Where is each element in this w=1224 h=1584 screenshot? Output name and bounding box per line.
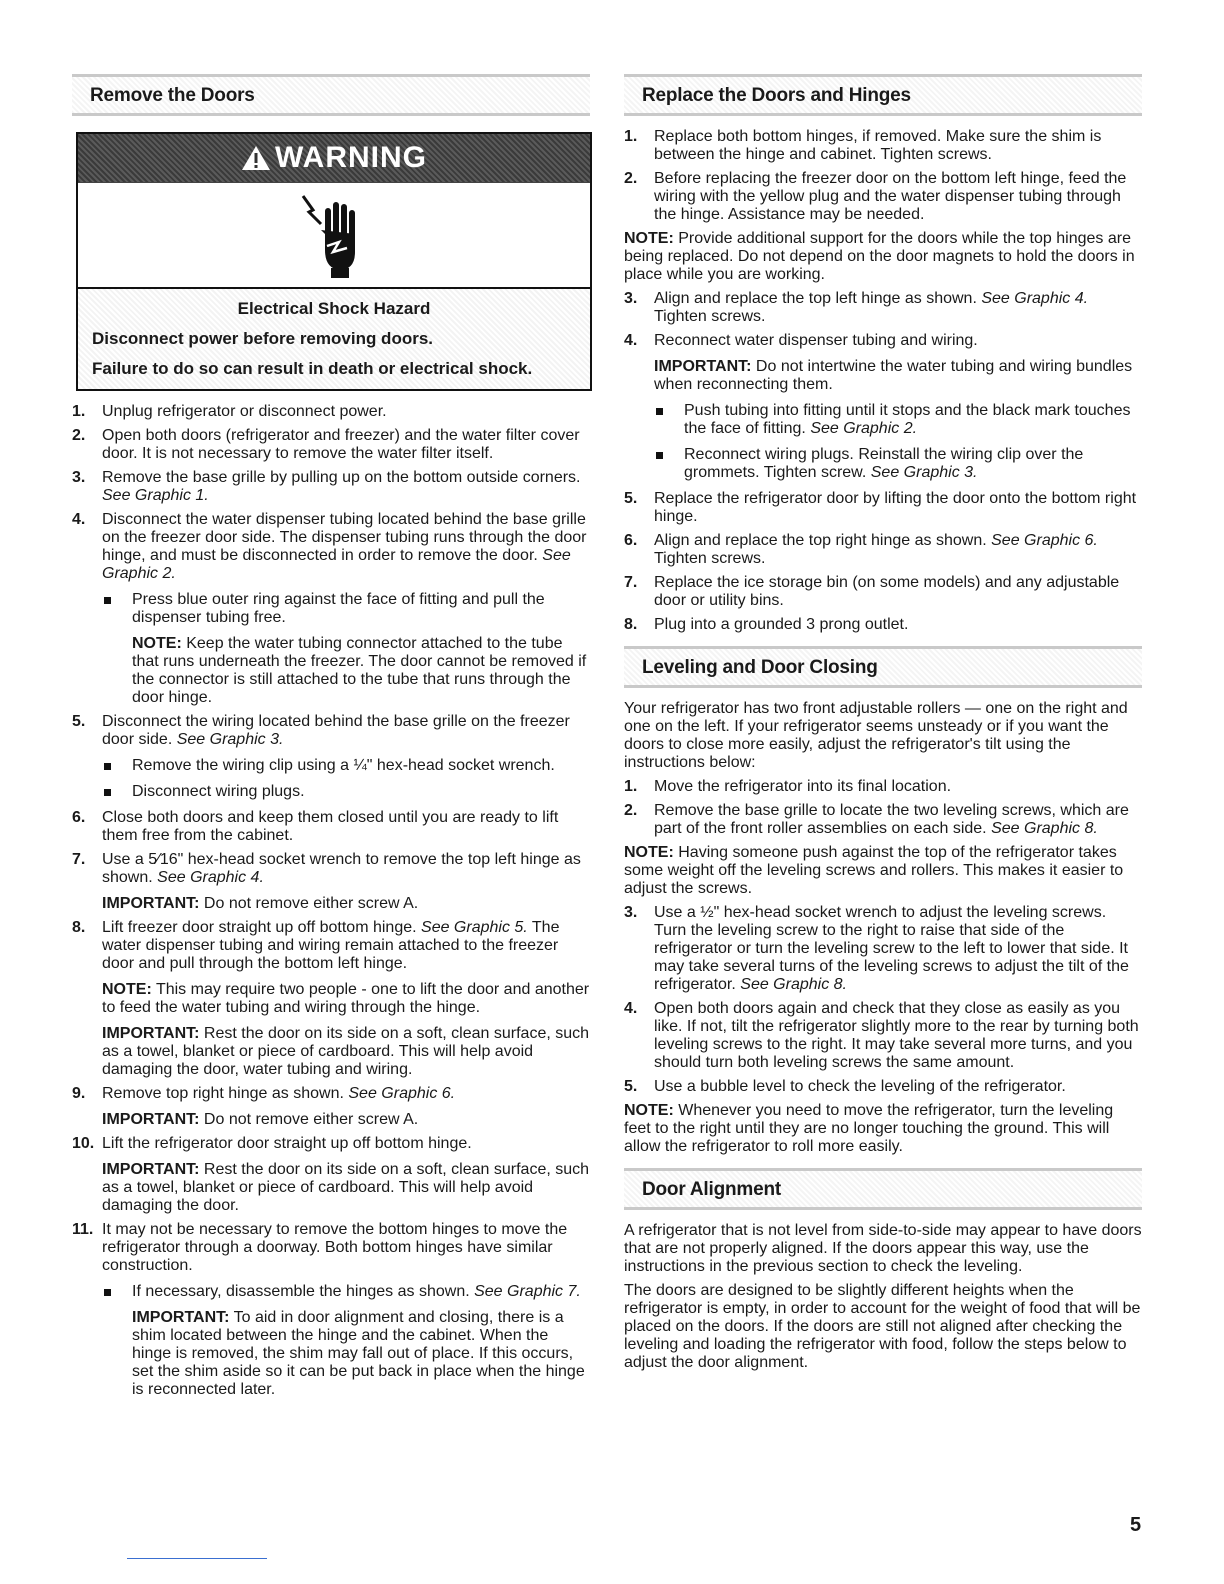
list-item: 1. Move the refrigerator into its final location. <box>624 778 952 795</box>
important-note: IMPORTANT: Rest the door on its side on a soft, clean surface, such as a towel, blanket or piece of cardboard. This will help avoid damaging the door, water tubing and wiring. <box>102 1025 590 1078</box>
section-heading-door-alignment <box>624 1168 1142 1210</box>
shock-hazard-pictogram <box>78 183 590 289</box>
important-note: IMPORTANT: Do not remove either screw A. <box>102 1111 419 1128</box>
warning-line-1: Disconnect power before removing doors. <box>92 329 434 348</box>
list-item: 5. Use a bubble level to check the leveling of the refrigerator. <box>624 1078 1066 1095</box>
important-note: IMPORTANT: To aid in door alignment and closing, there is a shim located between the hinge and the cabinet. When the hinge is removed, the shim may fall out of place. If this occurs, set the shim aside so it can be put back in place when the hinge is reconnected later. <box>132 1309 585 1398</box>
heading-text: Door Alignment <box>642 1179 781 1200</box>
heading-text: Remove the Doors <box>90 85 255 106</box>
note: NOTE: Provide additional support for the doors while the top hinges are being replaced. Do not depend on the door magnets to hold the doors in place while you are working. <box>624 230 1135 283</box>
bullet-item: Disconnect wiring plugs. <box>102 783 590 801</box>
list-item: 8. Lift freezer door straight up off bottom hinge. See Graphic 5. The water dispenser tubing and wiring remain attached to the freezer door and pull through the bottom left hinge. NOTE: This may require two people - one to lift the door and another to feed the water tubing and wiring through the hinge. IMPORTANT: Rest the door on its side on a soft, clean surface, such as a towel, blanket or piece of cardboard. This will help avoid damaging the door, water tubing and wiring. <box>72 919 590 1078</box>
section-heading-leveling <box>624 646 1142 688</box>
divider <box>127 1558 267 1559</box>
electric-shock-hand-icon <box>299 190 369 280</box>
bullet-item: Remove the wiring clip using a ¼" hex-head socket wrench. <box>102 757 590 775</box>
list-item: 4. Open both doors again and check that they close as easily as you like. If not, tilt the refrigerator slightly more to the rear by turning both leveling screws to the right. It may take several more turns, and you should turn both leveling screws the same amount. <box>624 1000 1139 1071</box>
bullet-item: Press blue outer ring against the face of fitting and pull the dispenser tubing free. <box>102 591 590 627</box>
list-item: 2. Remove the base grille to locate the two leveling screws, which are part of the front roller assemblies on each side. See Graphic 8. <box>624 802 1129 837</box>
leveling-steps-list-continued <box>624 904 1142 1096</box>
list-item: 1. Replace both bottom hinges, if removed. Make sure the shim is between the hinge and cabinet. Tighten screws. <box>624 128 1102 163</box>
section-heading-replace-doors <box>624 74 1142 116</box>
list-item: 4. Reconnect water dispenser tubing and wiring. IMPORTANT: Do not intertwine the water tubing and wiring bundles when reconnecting them. Push tubing into fitting until it stops and the black mark touches the face of fitting. See Graphic 2. Reconnect wiring plugs. Reinstall the wiring clip over the grommets. Tighten screw. See Graphic 3. <box>624 332 1142 482</box>
section-heading-remove-doors <box>72 74 590 116</box>
warning-line-2: Failure to do so can result in death or electrical shock. <box>92 359 533 378</box>
page-number: 5 <box>1130 1514 1142 1536</box>
heading-text: Leveling and Door Closing <box>642 657 878 678</box>
list-item: 2. Open both doors (refrigerator and freezer) and the water filter cover door. It is not necessary to remove the water filter itself. <box>72 427 580 462</box>
warning-banner <box>78 134 590 183</box>
list-item: 6. Align and replace the top right hinge as shown. See Graphic 6. Tighten screws. <box>624 532 1098 567</box>
list-item: 11. It may not be necessary to remove the bottom hinges to move the refrigerator through a doorway. Both bottom hinges have similar construction. If necessary, disassemble the hinges as shown. See Graphic 7. IMPORTANT: To aid in door alignment and closing, there is a shim located between the hinge and the cabinet. When the hinge is removed, the shim may fall out of place. If this occurs, set the shim aside so it can be put back in place when the hinge is reconnected later. <box>72 1221 590 1399</box>
important-note: IMPORTANT: Rest the door on its side on a soft, clean surface, such as a towel, blanket or piece of cardboard. This will help avoid damaging the door. <box>102 1161 590 1214</box>
list-item: 3. Align and replace the top left hinge as shown. See Graphic 4. Tighten screws. <box>624 290 1089 325</box>
leveling-steps-list <box>624 778 1142 838</box>
list-item: 7. Replace the ice storage bin (on some models) and any adjustable door or utility bins. <box>624 574 1120 609</box>
warning-title: WARNING <box>275 141 427 174</box>
leveling-intro: Your refrigerator has two front adjustable rollers — one on the right and one on the left. If your refrigerator seems unsteady or if you want the doors to close more easily, adjust the refrigerator's tilt using the instructions below: <box>624 700 1128 771</box>
replace-steps-list-continued <box>624 290 1142 634</box>
note: NOTE: Keep the water tubing connector attached to the tube that runs underneath the freezer. The door cannot be removed if the connector is still attached to the tube that runs through the door hinge. <box>132 635 587 706</box>
alignment-paragraph-1: A refrigerator that is not level from side-to-side may appear to have doors that are not properly aligned. If the doors appear this way, use the instructions in the previous section to check the leveling. <box>624 1222 1142 1275</box>
warning-triangle-icon <box>241 145 271 171</box>
left-column <box>72 74 590 1405</box>
list-item: 7. Use a 5⁄16" hex-head socket wrench to remove the top left hinge as shown. See Graphic 4. IMPORTANT: Do not remove either screw A. <box>72 851 590 913</box>
list-item: 2. Before replacing the freezer door on the bottom left hinge, feed the wiring with the yellow plug and the water dispenser tubing through the hinge. Assistance may be needed. <box>624 170 1127 223</box>
important-note: IMPORTANT: Do not intertwine the water tubing and wiring bundles when reconnecting them. <box>654 358 1133 393</box>
important-note: IMPORTANT: Do not remove either screw A. <box>102 895 419 912</box>
bullet-item: Reconnect wiring plugs. Reinstall the wiring clip over the grommets. Tighten screw. See Graphic 3. <box>654 446 1142 482</box>
list-item: 9. Remove top right hinge as shown. See Graphic 6. IMPORTANT: Do not remove either screw A. <box>72 1085 590 1129</box>
bullet-item: If necessary, disassemble the hinges as shown. See Graphic 7. <box>102 1283 590 1301</box>
list-item: 5. Disconnect the wiring located behind the base grille on the freezer door side. See Graphic 3. Remove the wiring clip using a ¼" hex-head socket wrench. Disconnect wiring plugs. <box>72 713 590 801</box>
remove-steps-list <box>72 403 590 1399</box>
heading-text: Replace the Doors and Hinges <box>642 85 911 106</box>
list-item: 6. Close both doors and keep them closed until you are ready to lift them free from the cabinet. <box>72 809 559 844</box>
list-item: 4. Disconnect the water dispenser tubing located behind the base grille on the freezer door side. The dispenser tubing runs through the door hinge, and must be disconnected in order to remove the door. See Graphic 2. Press blue outer ring against the face of fitting and pull the dispenser tubing free. NOTE: Keep the water tubing connector attached to the tube that runs underneath the freezer. The door cannot be removed if the connector is still attached to the tube that runs through the door hinge. <box>72 511 590 707</box>
list-item: 5. Replace the refrigerator door by lifting the door onto the bottom right hinge. <box>624 490 1137 525</box>
note: NOTE: Whenever you need to move the refrigerator, turn the leveling feet to the right until they are no longer touching the ground. This will allow the refrigerator to roll more easily. <box>624 1102 1114 1155</box>
note: NOTE: This may require two people - one to lift the door and another to feed the water tubing and wiring through the hinge. <box>102 981 590 1016</box>
alignment-paragraph-2: The doors are designed to be slightly different heights when the refrigerator is empty, in order to account for the weight of food that will be placed on the doors. If the doors are still not aligned after checking the leveling and loading the refrigerator with food, follow the steps below to adjust the door alignment. <box>624 1282 1141 1371</box>
note: NOTE: Having someone push against the top of the refrigerator takes some weight off the leveling screws and rollers. This makes it easier to adjust the screws. <box>624 844 1124 897</box>
list-item: 3. Remove the base grille by pulling up on the bottom outside corners. See Graphic 1. <box>72 469 581 504</box>
list-item: 10. Lift the refrigerator door straight up off bottom hinge. IMPORTANT: Rest the door on its side on a soft, clean surface, such as a towel, blanket or piece of cardboard. This will help avoid damaging the door. <box>72 1135 590 1214</box>
warning-box <box>76 132 592 391</box>
hazard-title: Electrical Shock Hazard <box>237 299 431 318</box>
replace-steps-list <box>624 128 1142 224</box>
warning-text <box>78 289 590 389</box>
list-item: 3. Use a ½" hex-head socket wrench to adjust the leveling screws. Turn the leveling screw to the right to raise that side of the refrigerator or turn the leveling screw to the left to lower that side. It may take several turns of the leveling screws to adjust the tilt of the refrigerator. See Graphic 8. <box>624 904 1129 993</box>
list-item: 8. Plug into a grounded 3 prong outlet. <box>624 616 909 633</box>
bullet-item: Push tubing into fitting until it stops and the black mark touches the face of fitting. See Graphic 2. <box>654 402 1142 438</box>
right-column <box>624 74 1142 1378</box>
list-item: 1. Unplug refrigerator or disconnect power. <box>72 403 387 420</box>
